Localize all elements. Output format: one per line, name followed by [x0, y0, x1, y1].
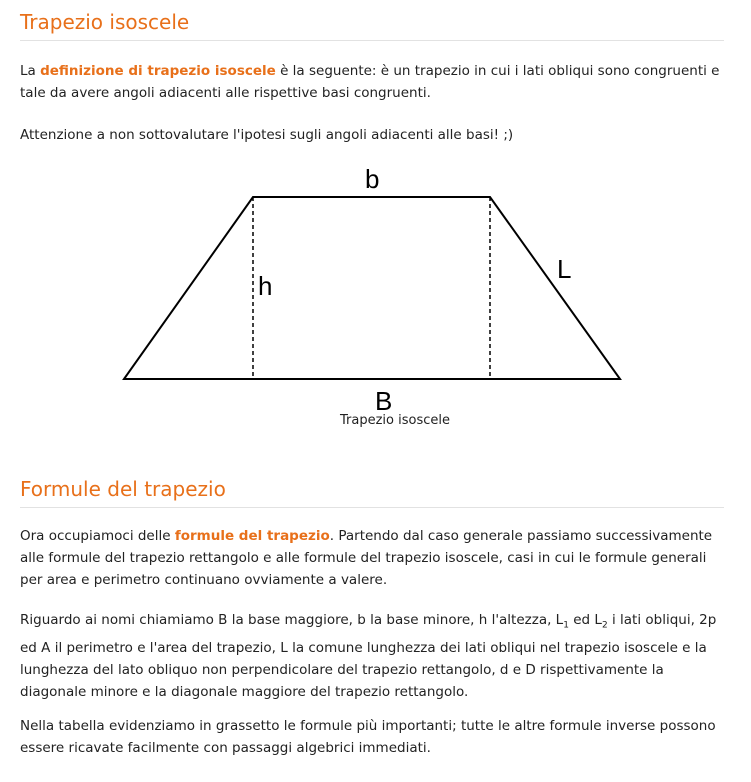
trapezoid-shape	[124, 197, 620, 379]
trapezoid-diagram	[120, 160, 640, 440]
label-oblique-side: L	[557, 254, 572, 284]
naming-text-a: Riguardo ai nomi chiamiamo B la base maggiore, b la base minore, h l'altezza, L	[20, 612, 564, 628]
definition-text: è la seguente: è un trapezio in cui i lati obliqui sono congruenti e tale da avere angoli adiacenti alle rispettive basi congruenti.	[20, 63, 720, 101]
definition-paragraph	[20, 60, 724, 104]
subscript-1: 1	[563, 620, 569, 631]
label-minor-base: b	[365, 164, 380, 194]
attention-paragraph: Attenzione a non sottovalutare l'ipotesi sugli angoli adiacenti alle basi! ;)	[20, 127, 514, 143]
figure-caption: Trapezio isoscele	[340, 413, 450, 428]
table-note-paragraph: Nella tabella evidenziamo in grassetto le formule più importanti; tutte le altre formule inverse possono essere ricavate facilmente con passaggi algebrici immediati.	[20, 718, 716, 756]
naming-text-b: ed L	[568, 612, 602, 628]
definition-lead: La	[20, 63, 41, 79]
trapezoid-figure	[120, 160, 640, 440]
intro-text: . Partendo dal caso generale passiamo successivamente alle formule del trapezio rettangolo e alle formule del trapezio isoscele, casi in cui le formule generali per area e perimetro continuano ovviamente a valere.	[20, 528, 713, 588]
section-title-formule: Formule del trapezio	[20, 477, 724, 508]
subscript-2: 2	[601, 620, 608, 631]
intro-lead: Ora occupiamoci delle	[20, 528, 175, 544]
label-major-base: B	[375, 386, 393, 416]
intro-formule-paragraph	[20, 525, 724, 591]
naming-paragraph	[20, 609, 724, 703]
definition-link[interactable]: definizione di trapezio isoscele	[40, 63, 276, 79]
naming-text-c: i lati obliqui, 2p ed A il perimetro e l'area del trapezio, L la comune lunghezza dei lati obliqui nel trapezio isoscele e la lunghezza del lato obliquo non perpendicolare del trapezio rettangolo, d e D rispettivamente la diagonale minore e la diagonale maggiore del trapezio rettangolo.	[20, 612, 717, 700]
section-title-trapezio-isoscele: Trapezio isoscele	[20, 10, 724, 41]
label-height: h	[258, 271, 273, 301]
formule-link[interactable]: formule del trapezio	[174, 528, 330, 544]
